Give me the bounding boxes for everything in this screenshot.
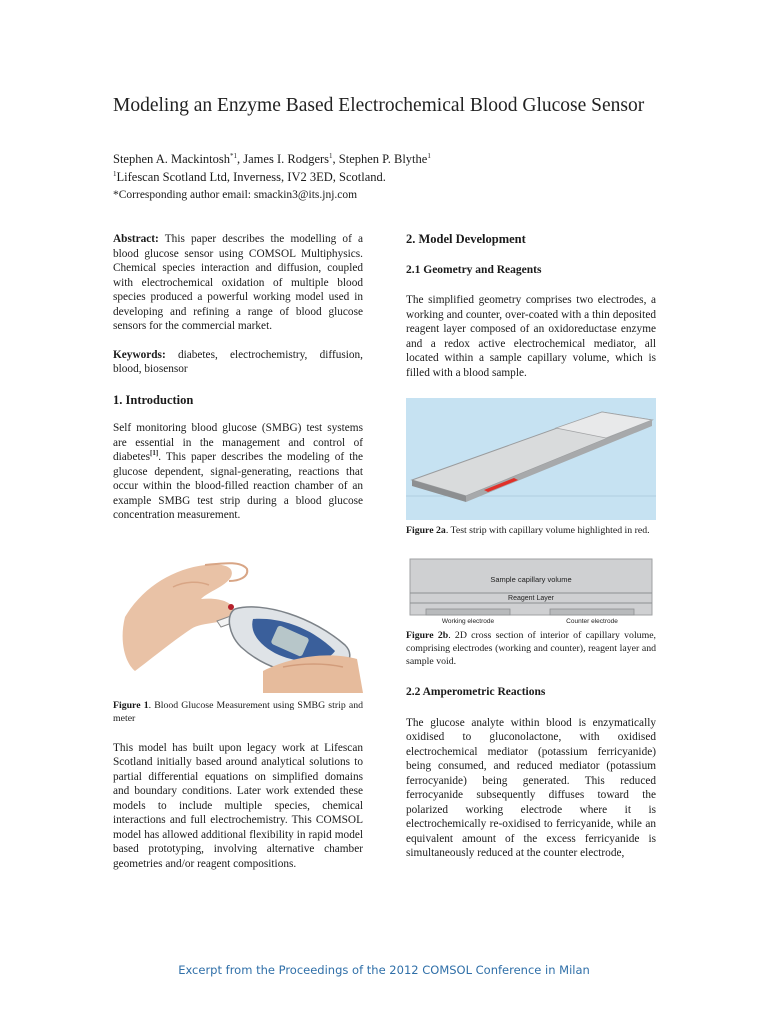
model-paragraph-1: The simplified geometry comprises two electrodes, a working and counter, over-coated with a thin deposited reagent layer composed of an oxidoreductase enzyme and a redox active electrochemical mediator, all located within a sample capillary volume, which is filled with a blood sample. [406,294,656,379]
figure-1-caption [113,699,363,725]
figure-1-caption-text: . Blood Glucose Measurement using SMBG strip and meter [113,699,364,724]
figure-2a-caption-text: . Test strip with capillary volume highlighted in red. [445,525,650,536]
abstract-text: This paper describes the modelling of a blood glucose sensor using COMSOL Multiphysics. Chemical species interaction and diffusion, coupled with electrochemical oxidation of multiple blood species produced a powerful working model used in developing and refining a range of blood glucose sensors for the commercial market. [113,233,364,332]
proceedings-footer: Excerpt from the Proceedings of the 2012 COMSOL Conference in Milan [178,963,590,977]
left-column [113,232,363,871]
keywords-text: diabetes, electrochemistry, diffusion, blood, biosensor [113,348,364,375]
intro-ref-1: [1] [150,449,159,458]
figure-2b-caption-text: . 2D cross section of interior of capillary volume, comprising electrodes (working and counter), reagent layer and sample void. [406,630,656,667]
author-line: Stephen A. Mackintosh$^{*1}$, James I. Rodgers$^1$, Stephen P. Blythe$^1$ [113,151,431,166]
paper-title: Modeling an Enzyme Based Electrochemical Blood Glucose Sensor [113,95,645,116]
keywords-label: Keywords: [113,348,166,361]
figure-2b-caption [406,629,656,668]
affiliation-text: Lifescan Scotland Ltd, Inverness, IV2 3ED, Scotland. [116,170,386,184]
author-3-sup: 1 [427,151,431,160]
subsection-2-2-heading: 2.2 Amperometric Reactions [406,686,546,698]
subsection-2-1-heading: 2.1 Geometry and Reagents [406,263,542,276]
model-paragraph-2: The glucose analyte within blood is enzymatically oxidised to gluconolactone, with oxidised electrochemical mediator (potassium ferricyanide) being consumed, and reduced mediator (potassium ferrocyanide) being generated. This reduced ferrocyanide subsequently diffuses toward the polarized working electrode where it is electrochemically re-oxidised to ferricyanide, while an equivalent amount of the excess ferricyanide is simultaneously reduced at the counter electrode, [406,716,656,859]
author-3: Stephen P. Blythe [338,152,428,166]
intro-heading: 1. Introduction [113,392,194,407]
counter-electrode-label: Counter electrode [566,618,618,625]
sample-capillary-label: Sample capillary volume [490,575,572,584]
figure-2a-label: Figure 2a [406,525,446,536]
intro-paragraph-2: This model has built upon legacy work at Lifescan Scotland initially based around analytical solutions to partial differential equations on simplified domains and boundary conditions. Later work extended these models to include multiple species, chemical interactions and full electrochemistry. This COMSOL model has allowed additional flexibility in rapid model based prototyping, involving alternative chamber geometries and/or reagent compositions. [113,741,363,870]
figure-2b-cross-section [406,557,656,625]
abstract-label: Abstract: [113,233,159,245]
model-heading: 2. Model Development [406,232,526,246]
figure-2a-caption [406,524,656,537]
author-1: Stephen A. Mackintosh [113,152,231,166]
affiliation [113,169,386,185]
figure-1-photo [113,547,363,693]
figure-2b-label: Figure 2b [406,630,449,641]
intro-p1-b: . This paper describes the modeling of the glucose dependent, signal-generating, reactions that occur within the blood-filled reaction chamber of an example SMBG test strip during a blood glucose concentration measurement. [113,451,363,521]
author-2: James I. Rodgers [243,152,330,166]
reagent-layer-label: Reagent Layer [508,595,554,602]
right-column [406,232,656,861]
working-electrode-label: Working electrode [441,618,495,625]
affiliation-sup: 1 [113,169,117,178]
author-2-sup: 1 [329,151,333,160]
corresponding-author: *Corresponding author email: smackin3@its.jnj.com [113,189,358,201]
keywords [113,348,363,377]
author-1-sup: *1 [230,151,238,160]
intro-p1-a: Self monitoring blood glucose (SMBG) test systems are essential in the management and control of diabetes [113,422,363,463]
figure-2a-strip [406,398,656,520]
intro-paragraph-1 [113,421,363,523]
abstract [113,232,363,334]
figure-1-label: Figure 1 [113,699,149,711]
